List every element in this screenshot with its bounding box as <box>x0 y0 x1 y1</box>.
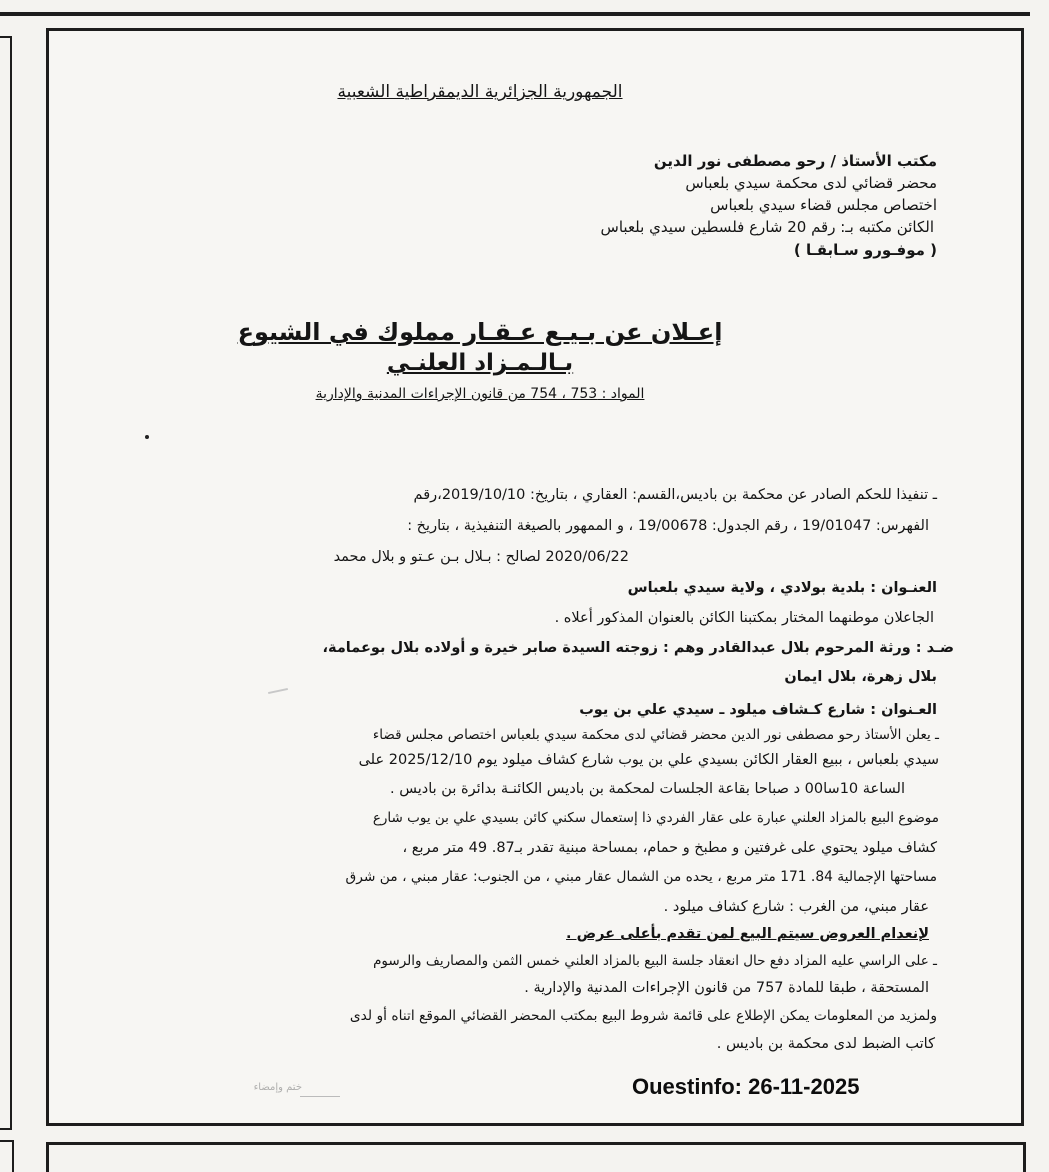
stray-dot <box>145 435 149 439</box>
body-line-18: المستحقة ، طبقا للمادة 757 من قانون الإجراءات المدنية والإدارية . <box>524 980 929 996</box>
heirs-line: بلال زهرة، بلال ايمان <box>784 669 937 685</box>
body-line-19: ولمزيد من المعلومات يمكن الإطلاع على قائمة شروط البيع بمكتب المحضر القضائي الموقع اتناه أو لدى <box>349 1008 937 1024</box>
signature-text: ختم وإمضاء <box>253 1082 302 1093</box>
body-line-2: الفهرس: 19/01047 ، رقم الجدول: 19/00678 ، و الممهور بالصيغة التنفيذية ، بتاريخ : <box>407 518 929 534</box>
office-role: محضر قضائي لدى محكمة سيدي بلعباس <box>685 174 937 192</box>
signature-stamp <box>202 1082 302 1106</box>
body-line-3: 2020/06/22 لصالح : بـلال بـن عـتو و بلال محمد <box>333 549 629 565</box>
sale-date-line: سيدي بلعباس ، ببيع العقار الكائن بسيدي علي بن يوب شارع كشاف ميلود يوم 2025/12/10 على <box>358 752 939 768</box>
body-line-13: كشاف ميلود يحتوي على غرفتين و مطبخ و حمام، بمساحة مبنية تقدر بـ87. 49 متر مربع ، <box>402 840 937 856</box>
address-line-1: العنـوان : بلدية بولادي ، ولاية سيدي بلعباس <box>627 580 937 596</box>
body-line-5: الجاعلان موطنهما المختار بمكتبنا الكائن بالعنوان المذكور أعلاه . <box>554 610 934 626</box>
signature-line <box>300 1096 340 1097</box>
next-notice-frame <box>46 1142 1026 1172</box>
top-rule <box>0 12 1030 16</box>
notice-title: إعـلان عن بـيـع عـقـار مملوك في الشيوع <box>237 318 723 346</box>
against-line: ضـد : ورثة المرحوم بلال عبدالقادر وهم : زوجته السيدة صابر خيرة و أولاده بلال بوعمامة، <box>322 640 954 656</box>
body-line-17: ـ على الراسي عليه المزاد دفع حال انعقاد جلسة البيع بالمزاد العلني خمس الثمن والمصاريف والرسوم <box>373 953 937 969</box>
notice-subtitle: بـالـمـزاد العلنـي <box>386 350 574 376</box>
notice-articles: المواد : 753 ، 754 من قانون الإجراءات المدنية والإدارية <box>315 386 645 402</box>
address-line-2: العـنوان : شارع كـشاف ميلود ـ سيدي علي بن يوب <box>579 702 937 718</box>
office-note: ( موفـورو سـابقـا ) <box>793 241 937 259</box>
office-name: مكتب الأستاذ / رحو مصطفى نور الدين <box>653 152 937 170</box>
body-line-20: كاتب الضبط لدى محكمة بن باديس . <box>716 1036 935 1052</box>
office-address: الكائن مكتبه بـ: رقم 20 شارع فلسطين سيدي بلعباس <box>600 218 934 236</box>
source-credit: Ouestinfo: 26-11-2025 <box>632 1074 860 1099</box>
body-line-1: ـ تنفيذا للحكم الصادر عن محكمة بن باديس،القسم: العقاري ، بتاريخ: 2019/10/10،رقم <box>413 487 937 503</box>
adjacent-bottom-frame <box>0 1140 14 1172</box>
adjacent-column-frame <box>0 36 12 1130</box>
body-line-15: عقار مبني، من الغرب : شارع كشاف ميلود . <box>663 899 929 915</box>
body-line-12: موضوع البيع بالمزاد العلني عبارة على عقار الفردي ذا إستعمال سكني كائن بسيدي علي بن يوب شارع <box>372 810 939 826</box>
republic-heading: الجمهورية الجزائرية الديمقراطية الشعبية <box>337 82 623 102</box>
no-offers-line: لإنعدام العروض سيتم البيع لمن تقدم بأعلى عرض . <box>566 926 929 942</box>
body-line-14: مساحتها الإجمالية 84. 171 متر مربع ، يحده من الشمال عقار مبني ، من الجنوب: عقار مبني ، من شرق <box>345 869 937 885</box>
office-jurisdiction: اختصاص مجلس قضاء سيدي بلعباس <box>710 196 937 214</box>
sale-time-line: الساعة 10سا00 د صباحا بقاعة الجلسات لمحكمة بن باديس الكائنـة بدائرة بن باديس . <box>390 781 905 797</box>
body-line-9: ـ يعلن الأستاذ رحو مصطفى نور الدين محضر قضائي لدى محكمة سيدي بلعباس اختصاص مجلس قضاء <box>372 727 939 743</box>
